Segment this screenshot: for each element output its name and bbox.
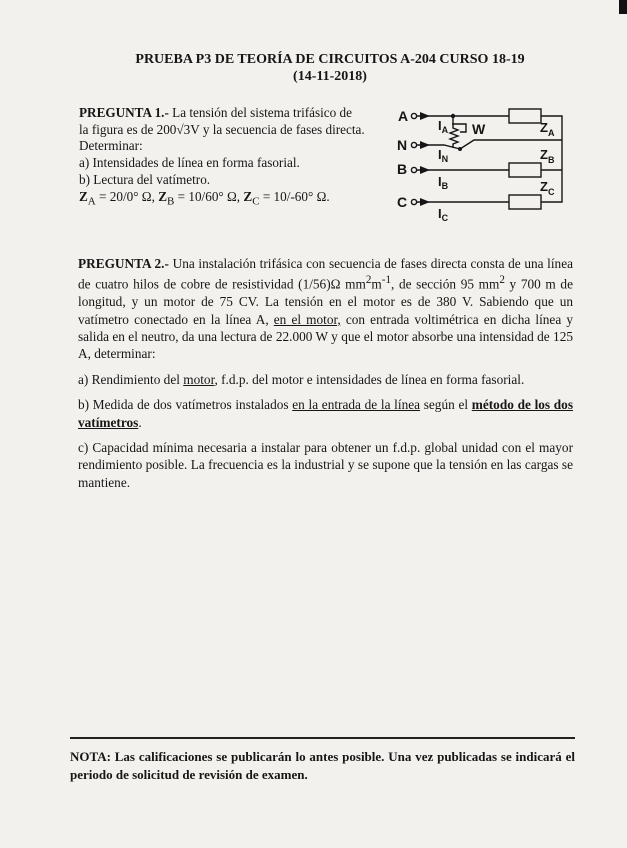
question-1-item-a: a) Intensidades de línea en forma fasorial.	[79, 155, 300, 171]
item-b-post: .	[138, 414, 142, 430]
footer-note: NOTA: Las calificaciones se publicarán lo antes posible. Una vez publicadas se indicará el periodo de solicitud de revisión de examen.	[70, 749, 575, 782]
terminal-c	[411, 199, 416, 204]
impedance-values	[79, 189, 384, 210]
statement-part-1: Una instalación trifásica con secuencia de fases directa consta de una línea de cuatro hilos de cobre de resistividad (1/56)Ω mm	[78, 256, 574, 292]
sup-2: -1	[381, 274, 391, 287]
sequence-text: V y la secuencia de fases directa.	[190, 121, 365, 137]
statement-part-3: , de sección 95 mm	[390, 276, 500, 292]
zb-value: = 10/60° Ω,	[174, 188, 244, 204]
node-b-label: B	[397, 161, 408, 177]
question-2-item-a	[78, 371, 573, 388]
sqrt-symbol: √3	[176, 121, 191, 137]
sup-3: 2	[499, 274, 505, 287]
sup-1: 2	[365, 274, 372, 287]
load-zc	[509, 195, 541, 209]
question-1-determine: Determinar:	[79, 138, 143, 154]
node-a-label: A	[398, 108, 409, 124]
item-b-bold-underlined: método de los dos vatímetros	[78, 397, 574, 430]
underlined-en-el-motor: en el motor,	[273, 311, 341, 327]
za-symbol: Z	[79, 188, 88, 204]
node-n-label: N	[397, 137, 408, 153]
zc-value: = 10/-60° Ω.	[259, 188, 330, 204]
question-2-item-c: c) Capacidad mínima necesaria a instalar para obtener un f.d.p. global unidad con el mayor rendimiento posible. La frecuencia es la industrial y se supone que la tensión en las cargas se mantiene.	[78, 440, 573, 490]
node-c-label: C	[397, 194, 408, 210]
question-2-statement	[78, 255, 573, 363]
load-za-label: $Z_A$	[540, 120, 555, 138]
current-ic-label: $I_C$	[438, 206, 449, 223]
arrow-b	[420, 166, 430, 174]
current-ib-label: $I_B$	[438, 174, 449, 191]
current-ia-label: $I_A$	[438, 118, 449, 135]
scan-corner-mark	[619, 0, 627, 14]
question-1-item-b: b) Lectura del vatímetro.	[79, 171, 211, 187]
item-b-underlined: en la entrada de la línea	[292, 397, 421, 413]
item-b-mid: según el	[420, 397, 472, 413]
junction-n	[458, 147, 462, 151]
statement-part-4: y 700 m de longitud, y un motor de 75 CV. La tensión en el motor es de 380 V. Sabiendo que un vatímetro conectado en la línea A,	[78, 276, 573, 327]
zb-symbol: Z	[158, 188, 167, 204]
exam-date: (14-11-2018)	[293, 69, 367, 84]
load-zb	[509, 163, 541, 177]
question-2-item-b	[78, 396, 573, 431]
statement-part-5: con entrada voltimétrica en dicha línea y salida en el neutro, da una lectura de 22.000 W y que el motor absorbe una intensidad de 125 A, determinar:	[78, 311, 573, 362]
exam-title: PRUEBA P3 DE TEORÍA DE CIRCUITOS A-204 CURSO 18-19	[135, 52, 525, 67]
question-1-heading: PREGUNTA 1.-	[79, 105, 169, 120]
circuit-diagram	[394, 102, 574, 227]
statement-part-2: m	[371, 276, 382, 292]
terminal-b	[411, 167, 416, 172]
question-1-line-1	[79, 105, 384, 122]
terminal-a	[411, 113, 416, 118]
zc-symbol: Z	[243, 188, 253, 204]
za-subscript: A	[87, 195, 96, 208]
arrow-a	[420, 112, 430, 120]
za-value: = 20/0° Ω,	[95, 188, 159, 204]
item-a-underlined: motor	[183, 371, 215, 387]
current-in-label: $I_N$	[438, 147, 449, 164]
arrow-n	[420, 141, 430, 149]
zc-subscript: C	[252, 195, 260, 208]
wattmeter-coil	[450, 116, 458, 148]
question-1-intro: La tensión del sistema trifásico de	[168, 105, 352, 120]
question-2	[78, 255, 573, 499]
voltage-text: la figura es de 200	[79, 121, 177, 137]
load-za	[509, 109, 541, 123]
question-1-line-2	[79, 122, 384, 139]
arrow-c	[420, 198, 430, 206]
load-zc-label: $Z_C$	[540, 179, 555, 197]
question-1	[79, 105, 384, 210]
item-b-pre: b) Medida de dos vatímetros instalados	[78, 397, 293, 413]
item-a-pre: a) Rendimiento del	[78, 371, 184, 387]
question-2-heading: PREGUNTA 2.-	[78, 256, 169, 271]
zb-subscript: B	[167, 195, 175, 208]
item-a-post: , f.d.p. del motor e intensidades de línea en forma fasorial.	[214, 371, 525, 387]
load-zb-label: $Z_B$	[540, 147, 555, 165]
terminal-n	[411, 142, 416, 147]
wattmeter-label: W	[472, 121, 486, 137]
footer-divider	[70, 737, 575, 739]
